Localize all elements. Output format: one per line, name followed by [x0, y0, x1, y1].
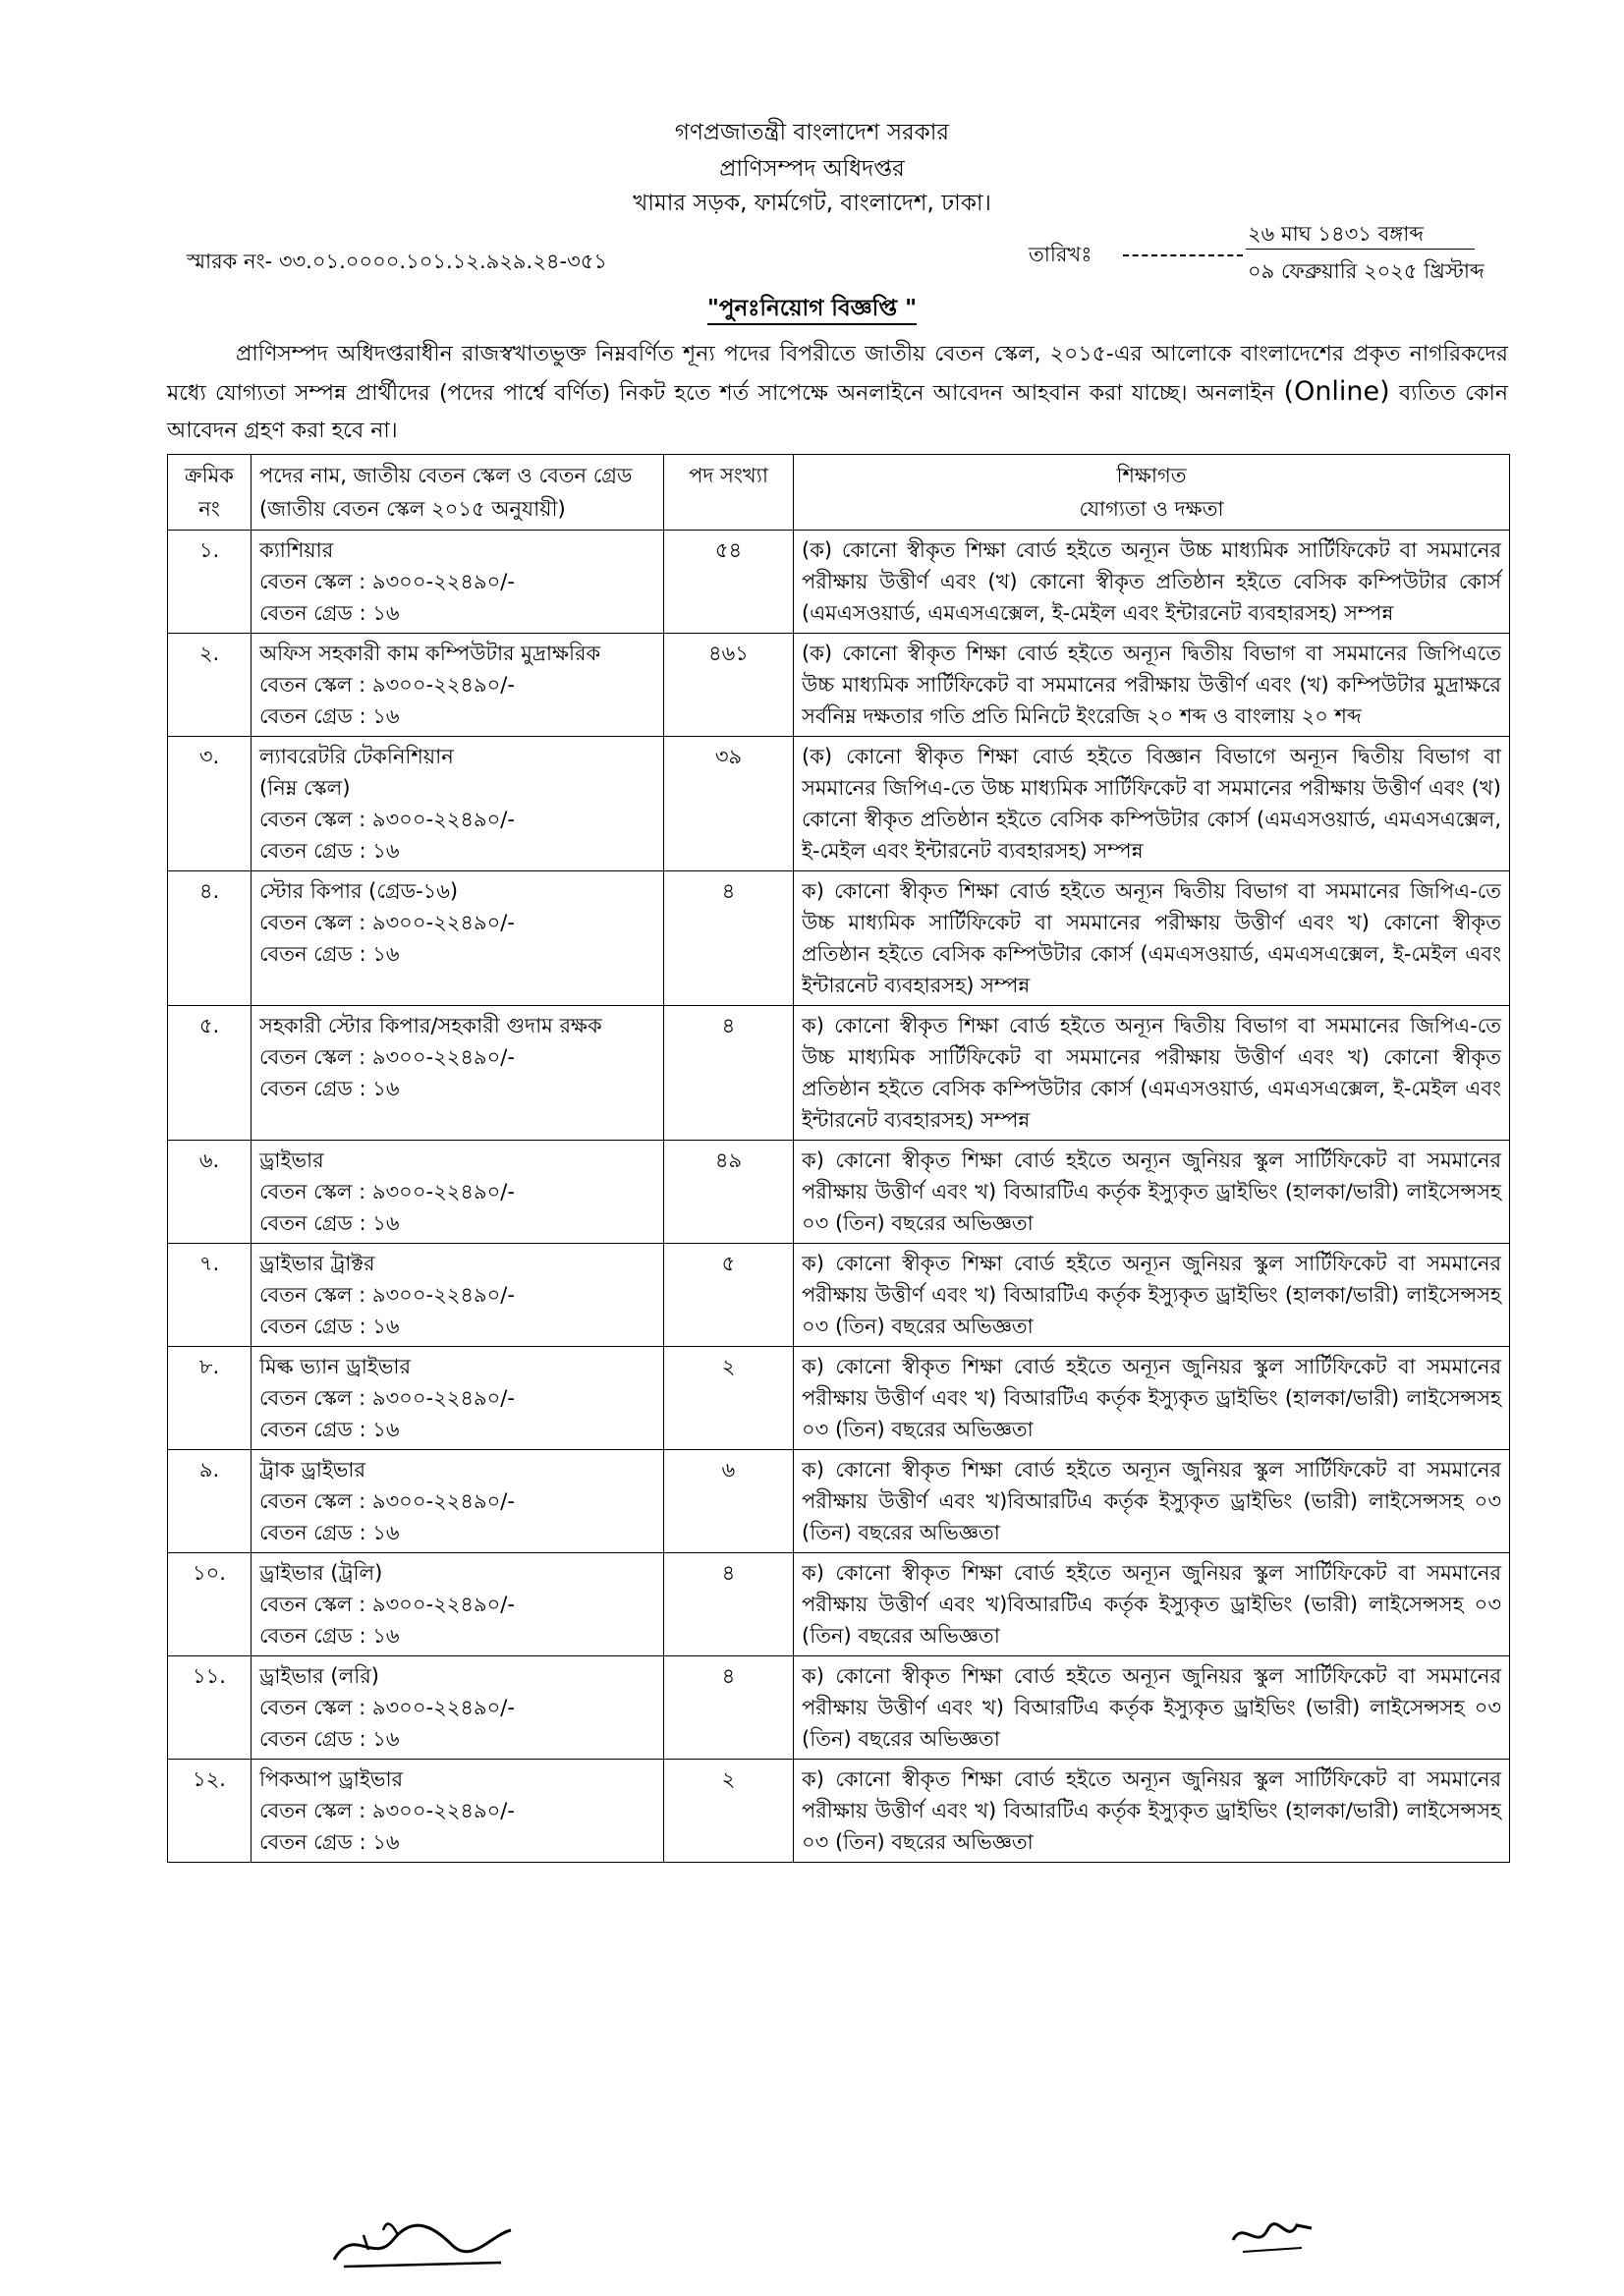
count-cell: ৪৯ [664, 1141, 794, 1244]
pay-grade: বেতন গ্রেড : ১৬ [259, 1624, 400, 1648]
post-name: মিল্ক ভ্যান ড্রাইভার [259, 1355, 412, 1378]
serial-cell: ৫. [168, 1006, 252, 1141]
vacancy-table [167, 454, 1510, 1863]
pay-scale: বেতন স্কেল : ৯৩০০-২২৪৯০/- [259, 673, 515, 697]
table-row [168, 1450, 1510, 1553]
count-cell: ৫৪ [664, 531, 794, 634]
count-cell: ৪৬১ [664, 634, 794, 737]
serial-cell: ৭. [168, 1244, 252, 1347]
pay-scale: বেতন স্কেল : ৯৩০০-২২৪৯০/- [259, 808, 515, 831]
table-row [168, 737, 1510, 871]
date-dash-line [1123, 254, 1243, 256]
qualification-cell: (ক) কোনো স্বীকৃত শিক্ষা বোর্ড হইতে বিজ্ঞান বিভাগে অন্যূন দ্বিতীয় বিভাগ বা সমমানের জিপিএ-তে উচ্চ মাধ্যমিক সার্টিফিকেট বা সমমানের পরীক্ষায় উত্তীর্ণ এবং (খ) কোনো স্বীকৃত প্রতিষ্ঠান হইতে বেসিক কম্পিউটার কোর্স (এমএসওয়ার্ড, এমএসএক্সেল, ই-মেইল এবং ইন্টারনেট ব্যবহারসহ) সম্পন্ন [794, 737, 1510, 871]
header-qualification [794, 455, 1510, 531]
pay-scale: বেতন স্কেল : ৯৩০০-২২৪৯০/- [259, 1593, 515, 1616]
post-cell [252, 737, 664, 871]
pay-grade: বেতন গ্রেড : ১৬ [259, 1727, 400, 1751]
table-row [168, 1553, 1510, 1656]
serial-cell: ১০. [168, 1553, 252, 1656]
count-cell: ৪ [664, 1553, 794, 1656]
pay-grade: বেতন গ্রেড : ১৬ [259, 839, 400, 863]
post-cell [252, 1656, 664, 1760]
count-cell: ২ [664, 1760, 794, 1863]
post-cell [252, 1006, 664, 1141]
pay-scale: বেতন স্কেল : ৯৩০০-২২৪৯০/- [259, 1045, 515, 1069]
date-english: ০৯ ফেব্রুয়ারি ২০২৫ খ্রিস্টাব্দ [1248, 259, 1484, 283]
header-qual-line1: শিক্ষাগত [1116, 464, 1187, 487]
table-row [168, 1656, 1510, 1760]
post-name: ল্যাবরেটরি টেকনিশিয়ান [259, 745, 454, 768]
header-serial: ক্রমিক নং [168, 455, 252, 531]
table-row [168, 1244, 1510, 1347]
post-name: অফিস সহকারী কাম কম্পিউটার মুদ্রাক্ষরিক [259, 642, 601, 665]
post-cell [252, 634, 664, 737]
header-government: গণপ্রজাতন্ত্রী বাংলাদেশ সরকার [674, 120, 950, 145]
count-cell: ৪ [664, 871, 794, 1006]
count-cell: ৪ [664, 1656, 794, 1760]
serial-cell: ৯. [168, 1450, 252, 1553]
pay-grade: বেতন গ্রেড : ১৬ [259, 601, 400, 625]
pay-grade: বেতন গ্রেড : ১৬ [259, 942, 400, 966]
serial-cell: ১২. [168, 1760, 252, 1863]
table-row [168, 634, 1510, 737]
post-cell [252, 1244, 664, 1347]
pay-scale: বেতন স্কেল : ৯৩০০-২২৪৯০/- [259, 1489, 515, 1513]
count-cell: ৬ [664, 1450, 794, 1553]
count-cell: ২ [664, 1347, 794, 1450]
post-name: স্টোর কিপার (গ্রেড-১৬) [259, 879, 459, 903]
qualification-cell: ক) কোনো স্বীকৃত শিক্ষা বোর্ড হইতে অন্যূন জুনিয়র স্কুল সার্টিফিকেট বা সমমানের পরীক্ষায় উত্তীর্ণ এবং খ) বিআরটিএ কর্তৃক ইস্যুকৃত ড্রাইভিং (হালকা/ভারী) লাইসেন্সসহ ০৩ (তিন) বছরের অভিজ্ঞতা [794, 1244, 1510, 1347]
pay-grade: বেতন গ্রেড : ১৬ [259, 1315, 400, 1338]
signature-right [1228, 2211, 1316, 2260]
pay-scale: বেতন স্কেল : ৯৩০০-২২৪৯০/- [259, 1386, 515, 1410]
intro-text: প্রাণিসম্পদ অধিদপ্তরাধীন রাজস্বখাতভুক্ত নিম্নবর্ণিত শূন্য পদের বিপরীতে জাতীয় বেতন স্কেল, ২০১৫-এর আলোকে বাংলাদেশের প্রকৃত নাগরিকদের মধ্যে যোগ্যতা সম্পন্ন প্রার্থীদের (পদের পার্শ্বে বর্ণিত) নিকট হতে শর্ত সাপেক্ষে অনলাইনে আবেদন আহবান করা যাচ্ছে। অনলাইন [167, 342, 1508, 406]
post-name: ট্রাক ড্রাইভার [259, 1458, 366, 1482]
serial-cell: ৩. [168, 737, 252, 871]
signature-left [324, 2206, 521, 2274]
pay-scale: বেতন স্কেল : ৯৩০০-২২৪৯০/- [259, 1180, 515, 1204]
post-name: ড্রাইভার [259, 1148, 324, 1172]
pay-grade: বেতন গ্রেড : ১৬ [259, 1077, 400, 1100]
post-name: পিকআপ ড্রাইভার [259, 1767, 404, 1791]
post-name: সহকারী স্টোর কিপার/সহকারী গুদাম রক্ষক [259, 1014, 602, 1037]
qualification-cell: ক) কোনো স্বীকৃত শিক্ষা বোর্ড হইতে অন্যূন দ্বিতীয় বিভাগ বা সমমানের জিপিএ-তে উচ্চ মাধ্যমিক সার্টিফিকেট বা সমমানের পরীক্ষায় উত্তীর্ণ এবং খ) কোনো স্বীকৃত প্রতিষ্ঠান হইতে বেসিক কম্পিউটার কোর্স (এমএসওয়ার্ড, এমএসএক্সেল, ই-মেইল এবং ইন্টারনেট ব্যবহারসহ) সম্পন্ন [794, 871, 1510, 1006]
qualification-cell: ক) কোনো স্বীকৃত শিক্ষা বোর্ড হইতে অন্যূন জুনিয়র স্কুল সার্টিফিকেট বা সমমানের পরীক্ষায় উত্তীর্ণ এবং খ) বিআরটিএ কর্তৃক ইস্যুকৃত ড্রাইভিং (হালকা/ভারী) লাইসেন্সসহ ০৩ (তিন) বছরের অভিজ্ঞতা [794, 1760, 1510, 1863]
date-bangla: ২৬ মাঘ ১৪৩১ বঙ্গাব্দ [1248, 222, 1425, 246]
qualification-cell: ক) কোনো স্বীকৃত শিক্ষা বোর্ড হইতে অন্যূন জুনিয়র স্কুল সার্টিফিকেট বা সমমানের পরীক্ষায় উত্তীর্ণ এবং খ) বিআরটিএ কর্তৃক ইস্যুকৃত ড্রাইভিং (ভারী) লাইসেন্সসহ ০৩ (তিন) বছরের অভিজ্ঞতা [794, 1656, 1510, 1760]
qualification-cell: ক) কোনো স্বীকৃত শিক্ষা বোর্ড হইতে অন্যূন জুনিয়র স্কুল সার্টিফিকেট বা সমমানের পরীক্ষায় উত্তীর্ণ এবং খ) বিআরটিএ কর্তৃক ইস্যুকৃত ড্রাইভিং (হালকা/ভারী) লাইসেন্সসহ ০৩ (তিন) বছরের অভিজ্ঞতা [794, 1347, 1510, 1450]
count-cell: ৪ [664, 1006, 794, 1141]
pay-scale: বেতন স্কেল : ৯৩০০-২২৪৯০/- [259, 1283, 515, 1307]
pay-scale: বেতন স্কেল : ৯৩০০-২২৪৯০/- [259, 570, 515, 593]
pay-scale: বেতন স্কেল : ৯৩০০-২২৪৯০/- [259, 1799, 515, 1822]
serial-cell: ১. [168, 531, 252, 634]
pay-grade: বেতন গ্রেড : ১৬ [259, 1418, 400, 1441]
qualification-cell: ক) কোনো স্বীকৃত শিক্ষা বোর্ড হইতে অন্যূন জুনিয়র স্কুল সার্টিফিকেট বা সমমানের পরীক্ষায় উত্তীর্ণ এবং খ) বিআরটিএ কর্তৃক ইস্যুকৃত ড্রাইভিং (হালকা/ভারী) লাইসেন্সসহ ০৩ (তিন) বছরের অভিজ্ঞতা [794, 1141, 1510, 1244]
header-department: প্রাণিসম্পদ অধিদপ্তর [719, 156, 905, 182]
pay-scale: বেতন স্কেল : ৯৩০০-২২৪৯০/- [259, 1696, 515, 1719]
header-count: পদ সংখ্যা [664, 455, 794, 531]
post-name-extra: (নিম্ন স্কেল) [259, 776, 351, 800]
serial-cell: ৪. [168, 871, 252, 1006]
header-qual-line2: যোগ্যতা ও দক্ষতা [1079, 497, 1224, 521]
table-row [168, 871, 1510, 1006]
table-row [168, 1760, 1510, 1863]
intro-paragraph [167, 336, 1508, 450]
post-cell [252, 1141, 664, 1244]
count-cell: ৩৯ [664, 737, 794, 871]
serial-cell: ২. [168, 634, 252, 737]
table-header-row [168, 455, 1510, 531]
qualification-cell: (ক) কোনো স্বীকৃত শিক্ষা বোর্ড হইতে অন্যূন দ্বিতীয় বিভাগ বা সমমানের জিপিএতে উচ্চ মাধ্যমিক সার্টিফিকেট বা সমমানের পরীক্ষায় উত্তীর্ণ এবং (খ) কম্পিউটার মুদ্রাক্ষরে সর্বনিম্ন দক্ষতার গতি প্রতি মিনিটে ইংরেজি ২০ শব্দ ও বাংলায় ২০ শব্দ [794, 634, 1510, 737]
date-divider [1246, 249, 1475, 250]
notice-title-text: "পুনঃনিয়োগ বিজ্ঞপ্তি " [707, 296, 917, 325]
table-row [168, 1006, 1510, 1141]
pay-grade: বেতন গ্রেড : ১৬ [259, 1521, 400, 1544]
post-cell [252, 531, 664, 634]
post-cell [252, 1760, 664, 1863]
notice-title [0, 290, 1624, 328]
count-cell: ৫ [664, 1244, 794, 1347]
pay-scale: বেতন স্কেল : ৯৩০০-২২৪৯০/- [259, 911, 515, 934]
post-name: ড্রাইভার (লরি) [259, 1664, 379, 1688]
date-label: তারিখঃ [1029, 243, 1092, 266]
pay-grade: বেতন গ্রেড : ১৬ [259, 704, 400, 728]
serial-cell: ৮. [168, 1347, 252, 1450]
header-post: পদের নাম, জাতীয় বেতন স্কেল ও বেতন গ্রেড (জাতীয় বেতন স্কেল ২০১৫ অনুযায়ী) [252, 455, 664, 531]
post-cell [252, 1347, 664, 1450]
pay-grade: বেতন গ্রেড : ১৬ [259, 1830, 400, 1854]
qualification-cell: (ক) কোনো স্বীকৃত শিক্ষা বোর্ড হইতে অন্যূন উচ্চ মাধ্যমিক সার্টিফিকেট বা সমমানের পরীক্ষায় উত্তীর্ণ এবং (খ) কোনো স্বীকৃত প্রতিষ্ঠান হইতে বেসিক কম্পিউটার কোর্স (এমএসওয়ার্ড, এমএসএক্সেল, ই-মেইল এবং ইন্টারনেট ব্যবহারসহ) সম্পন্ন [794, 531, 1510, 634]
header-address: খামার সড়ক, ফার্মগেট, বাংলাদেশ, ঢাকা। [633, 191, 991, 216]
post-cell [252, 871, 664, 1006]
post-name: ক্যাশিয়ার [259, 538, 334, 562]
table-row [168, 1141, 1510, 1244]
post-cell [252, 1450, 664, 1553]
post-name: ড্রাইভার (ট্রলি) [259, 1561, 383, 1585]
intro-online: (Online) [1283, 376, 1390, 407]
memo-number: স্মারক নং- ৩৩.০১.০০০০.১০১.১২.৯২৯.২৪-৩৫১ [187, 250, 607, 273]
serial-cell: ৬. [168, 1141, 252, 1244]
qualification-cell: ক) কোনো স্বীকৃত শিক্ষা বোর্ড হইতে অন্যূন জুনিয়র স্কুল সার্টিফিকেট বা সমমানের পরীক্ষায় উত্তীর্ণ এবং খ)বিআরটিএ কর্তৃক ইস্যুকৃত ড্রাইভিং (ভারী) লাইসেন্সসহ ০৩ (তিন) বছরের অভিজ্ঞতা [794, 1553, 1510, 1656]
qualification-cell: ক) কোনো স্বীকৃত শিক্ষা বোর্ড হইতে অন্যূন দ্বিতীয় বিভাগ বা সমমানের জিপিএ-তে উচ্চ মাধ্যমিক সার্টিফিকেট বা সমমানের পরীক্ষায় উত্তীর্ণ এবং খ) কোনো স্বীকৃত প্রতিষ্ঠান হইতে বেসিক কম্পিউটার কোর্স (এমএসওয়ার্ড, এমএসএক্সেল, ই-মেইল এবং ইন্টারনেট ব্যবহারসহ) সম্পন্ন [794, 1006, 1510, 1141]
pay-grade: বেতন গ্রেড : ১৬ [259, 1211, 400, 1235]
table-row [168, 1347, 1510, 1450]
intro-tail: ব্যতিত কোন আবেদন গ্রহণ করা হবে না। [167, 381, 1509, 443]
qualification-cell: ক) কোনো স্বীকৃত শিক্ষা বোর্ড হইতে অন্যূন জুনিয়র স্কুল সার্টিফিকেট বা সমমানের পরীক্ষায় উত্তীর্ণ এবং খ)বিআরটিএ কর্তৃক ইস্যুকৃত ড্রাইভিং (ভারী) লাইসেন্সসহ ০৩ (তিন) বছরের অভিজ্ঞতা [794, 1450, 1510, 1553]
serial-cell: ১১. [168, 1656, 252, 1760]
table-row [168, 531, 1510, 634]
post-name: ড্রাইভার ট্রাক্টর [259, 1252, 375, 1275]
post-cell [252, 1553, 664, 1656]
